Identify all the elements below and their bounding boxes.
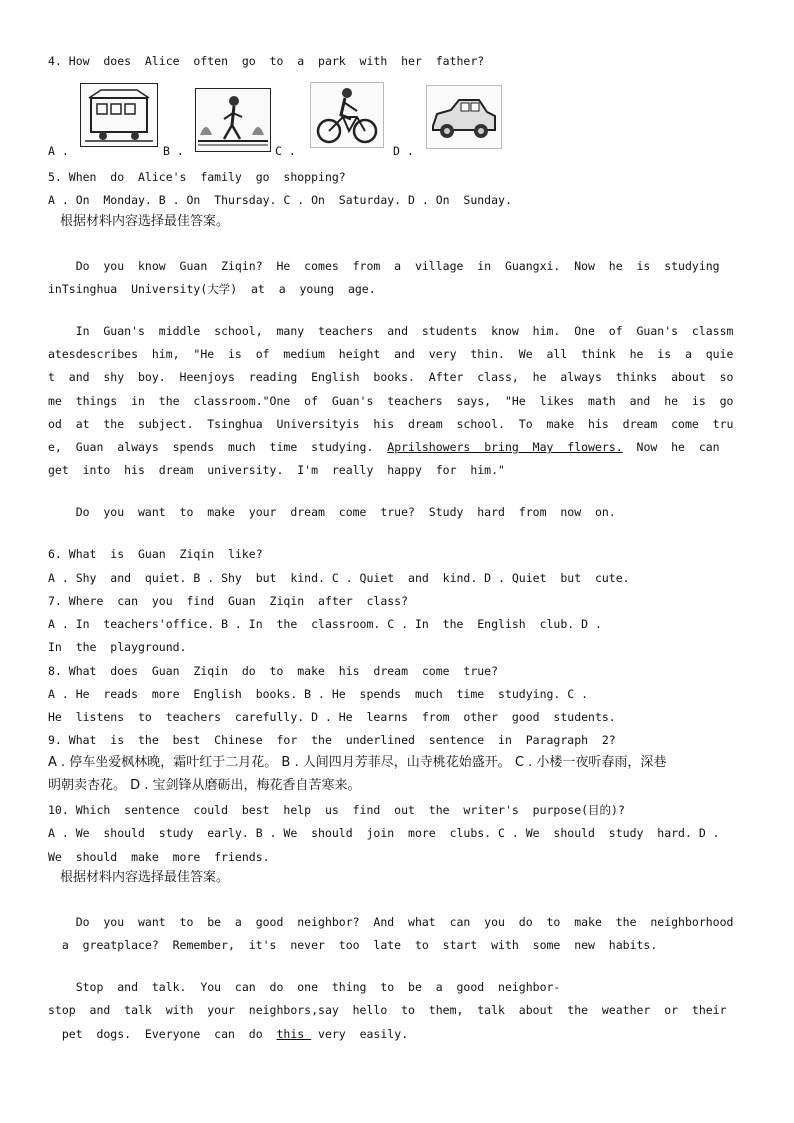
passage2-p2-line3-pre: pet dogs. Everyone can do — [48, 1027, 277, 1041]
instruction-2: 根据材料内容选择最佳答案。 — [60, 870, 230, 885]
q10-question: 10. Which sentence could best help us find out the writer's purpose(目的)? — [48, 803, 625, 817]
q8-options-line2: He listens to teachers carefully. D . He learns from other good students. — [48, 710, 616, 724]
q7-question: 7. Where can you find Guan Ziqin after class? — [48, 594, 409, 608]
q9-options-line2: 明朝卖杏花。 D . 宝剑锋从磨砺出，梅花香自苦寒来。 — [48, 778, 361, 793]
train-icon — [80, 83, 158, 147]
q4-option-d: D . — [393, 144, 414, 158]
passage1-p2-line6-post: Now he can — [622, 440, 720, 454]
walking-person-icon — [195, 88, 271, 152]
q4-option-c: C . — [275, 144, 296, 158]
passage1-p2-line3: t and shy boy. Heenjoys reading English books. After class, he always thinks about so — [48, 370, 734, 384]
passage1-p3: Do you want to make your dream come true? Study hard from now on. — [48, 505, 616, 519]
q4-option-b: B . — [163, 144, 184, 158]
passage1-p2-line1: In Guan's middle school, many teachers and students know him. One of Guan's classm — [48, 324, 734, 338]
passage1-p2-line6-pre: e, Guan always spends much time studying. — [48, 440, 388, 454]
passage1-p1-line2: inTsinghua University(大学) at a young age. — [48, 282, 376, 296]
passage1-p2-line5: od at the subject. Tsinghua Universityis his dream school. To make his dream come tru — [48, 417, 734, 431]
q7-options-line1: A . In teachers'office. B . In the classroom. C . In the English club. D . — [48, 617, 602, 631]
q6-question: 6. What is Guan Ziqin like? — [48, 547, 263, 561]
q9-question: 9. What is the best Chinese for the underlined sentence in Paragraph 2? — [48, 733, 616, 747]
q4-question: 4. How does Alice often go to a park with her father? — [48, 54, 485, 68]
q8-options-line1: A . He reads more English books. B . He spends much time studying. C . — [48, 687, 589, 701]
passage2-p2-line2: stop and talk with your neighbors,say hello to them, talk about the weather or their — [48, 1003, 727, 1017]
passage1-p1-line1: Do you know Guan Ziqin? He comes from a village in Guangxi. Now he is studying — [48, 259, 720, 273]
underlined-word-this: this — [276, 1027, 312, 1041]
passage2-p1-line1: Do you want to be a good neighbor? And what can you do to make the neighborhood — [48, 915, 734, 929]
passage1-p2-line2: atesdescribes him, "He is of medium height and very thin. We all think he is a quie — [48, 347, 734, 361]
q6-options: A . Shy and quiet. B . Shy but kind. C . Quiet and kind. D . Quiet but cute. — [48, 571, 630, 585]
q10-options-line1: A . We should study early. B . We should join more clubs. C . We should study hard. D . — [48, 826, 720, 840]
q8-question: 8. What does Guan Ziqin do to make his dream come true? — [48, 664, 499, 678]
passage2-p1-line2: a greatplace? Remember, it's never too late to start with some new habits. — [48, 938, 658, 952]
car-icon — [426, 85, 502, 149]
passage1-p2-line6 — [48, 439, 748, 455]
q9-options-line1: A . 停车坐爱枫林晚，霜叶红于二月花。 B . 人间四月芳菲尽，山寺桃花始盛开。 C . 小楼一夜听春雨，深巷 — [48, 755, 667, 770]
q7-options-line2: In the playground. — [48, 640, 187, 654]
q5-question: 5. When do Alice's family go shopping? — [48, 170, 346, 184]
underlined-sentence: Aprilshowers bring May flowers. — [387, 440, 623, 454]
passage1-p2-line4: me things in the classroom."One of Guan's teachers says, "He likes math and he is go — [48, 394, 734, 408]
passage2-p2-line1: Stop and talk. You can do one thing to be a good neighbor- — [48, 980, 561, 994]
passage1-p2-line7: get into his dream university. I'm really happy for him." — [48, 463, 505, 477]
passage2-p2-line3-post: very easily. — [311, 1027, 409, 1041]
q4-option-a: A . — [48, 144, 69, 158]
passage2-p2-line3 — [48, 1026, 748, 1042]
q10-options-line2: We should make more friends. — [48, 850, 270, 864]
bicycle-icon — [310, 82, 384, 148]
instruction-1: 根据材料内容选择最佳答案。 — [60, 214, 230, 229]
q5-options: A . On Monday. B . On Thursday. C . On Saturday. D . On Sunday. — [48, 193, 512, 207]
